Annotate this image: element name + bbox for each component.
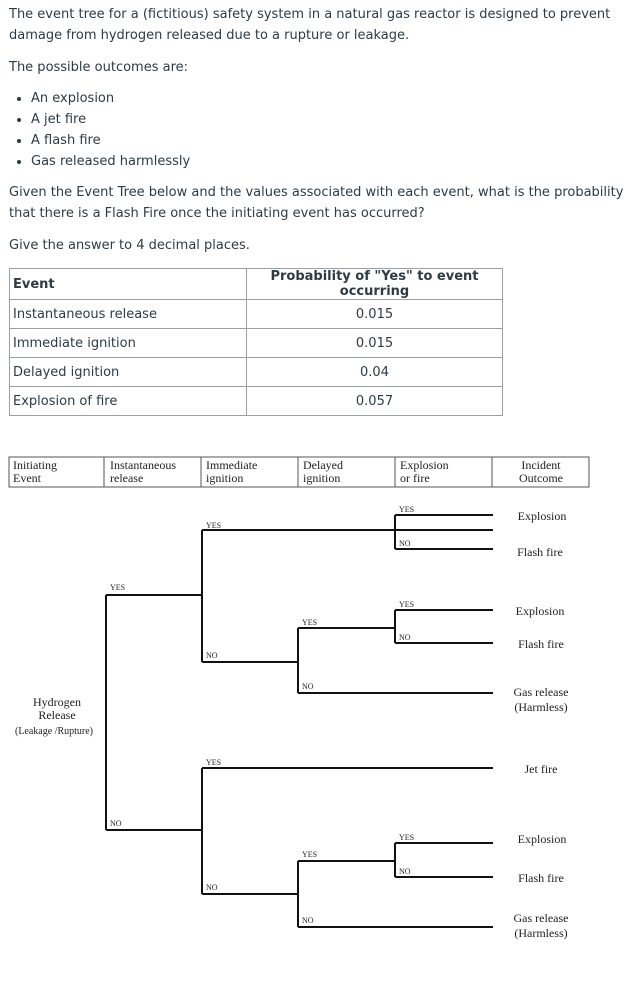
no-label: NO xyxy=(302,682,314,691)
yes-label: YES xyxy=(110,583,126,592)
outcome-label: (Harmless) xyxy=(514,700,568,714)
question-text: Given the Event Tree below and the values associated with each event, what is the probability that there is a Flash Fire once the initiating event has occurred? xyxy=(9,185,624,221)
table-row xyxy=(10,329,503,358)
outcome-label: Flash fire xyxy=(518,637,564,651)
probability-table xyxy=(9,268,503,416)
header-explosion: or fire xyxy=(400,471,430,485)
no-label: NO xyxy=(399,539,411,548)
outcome-item: • A jet fire xyxy=(31,109,190,130)
header-outcome: Incident xyxy=(521,458,561,472)
header-delayed: ignition xyxy=(303,471,341,485)
header-initiating: Event xyxy=(13,471,41,485)
outcome-label: Flash fire xyxy=(517,545,563,559)
event-cell: Delayed ignition xyxy=(10,358,247,387)
yes-label: YES xyxy=(302,618,318,627)
no-label: NO xyxy=(399,633,411,642)
outcome-label: Explosion xyxy=(515,604,565,618)
prob-cell: 0.04 xyxy=(247,358,503,387)
intro-text: The event tree for a (fictitious) safety system in a natural gas reactor is designed to prevent damage from hydrogen released due to a rupture or leakage. xyxy=(9,7,611,43)
no-label: NO xyxy=(206,883,218,892)
header-immediate: Immediate xyxy=(206,458,258,472)
table-row xyxy=(10,300,503,329)
outcome-label: Gas release xyxy=(513,685,569,699)
header-explosion: Explosion xyxy=(400,458,449,472)
header-delayed: Delayed xyxy=(303,458,343,472)
table-row xyxy=(10,358,503,387)
tree-header-frame xyxy=(9,457,589,487)
no-label: NO xyxy=(399,867,411,876)
outcomes-intro: The possible outcomes are: xyxy=(9,60,189,75)
outcome-label: Explosion xyxy=(517,832,567,846)
initiating-label: (Leakage /Rupture) xyxy=(14,726,94,737)
prob-cell: 0.015 xyxy=(247,300,503,329)
outcome-label: (Harmless) xyxy=(514,926,568,940)
header-event: Event xyxy=(10,269,247,300)
header-immediate: ignition xyxy=(206,471,244,485)
event-cell: Immediate ignition xyxy=(10,329,247,358)
instruction-text: Give the answer to 4 decimal places. xyxy=(9,238,250,253)
yes-label: YES xyxy=(399,600,415,609)
outcome-label: Flash fire xyxy=(518,871,564,885)
outcomes-list xyxy=(9,88,190,172)
no-label: NO xyxy=(110,819,122,828)
prob-cell: 0.015 xyxy=(247,329,503,358)
yes-label: YES xyxy=(399,505,415,514)
prob-cell: 0.057 xyxy=(247,387,503,416)
yes-label: YES xyxy=(302,850,318,859)
header-initiating: Initiating xyxy=(13,458,57,472)
outcome-item: • A flash fire xyxy=(31,130,190,151)
initiating-label: Hydrogen xyxy=(33,695,81,709)
header-instantaneous: Instantaneous xyxy=(110,458,176,472)
event-tree-diagram xyxy=(0,450,640,970)
outcome-item: • An explosion xyxy=(31,88,190,109)
outcome-label: Gas release xyxy=(513,911,569,925)
yes-label: YES xyxy=(206,758,222,767)
no-label: NO xyxy=(302,916,314,925)
header-probability: Probability of "Yes" to event occurring xyxy=(247,269,503,300)
event-cell: Instantaneous release xyxy=(10,300,247,329)
outcome-item: • Gas released harmlessly xyxy=(31,151,190,172)
yes-label: YES xyxy=(206,521,222,530)
header-outcome: Outcome xyxy=(519,471,563,485)
outcome-label: Jet fire xyxy=(524,762,558,776)
table-header-row xyxy=(10,269,503,300)
table-row xyxy=(10,387,503,416)
yes-label: YES xyxy=(399,833,415,842)
initiating-label: Release xyxy=(38,708,76,722)
tree-branches xyxy=(106,515,493,927)
outcome-label: Explosion xyxy=(517,509,567,523)
no-label: NO xyxy=(206,651,218,660)
event-cell: Explosion of fire xyxy=(10,387,247,416)
header-instantaneous: release xyxy=(110,471,144,485)
